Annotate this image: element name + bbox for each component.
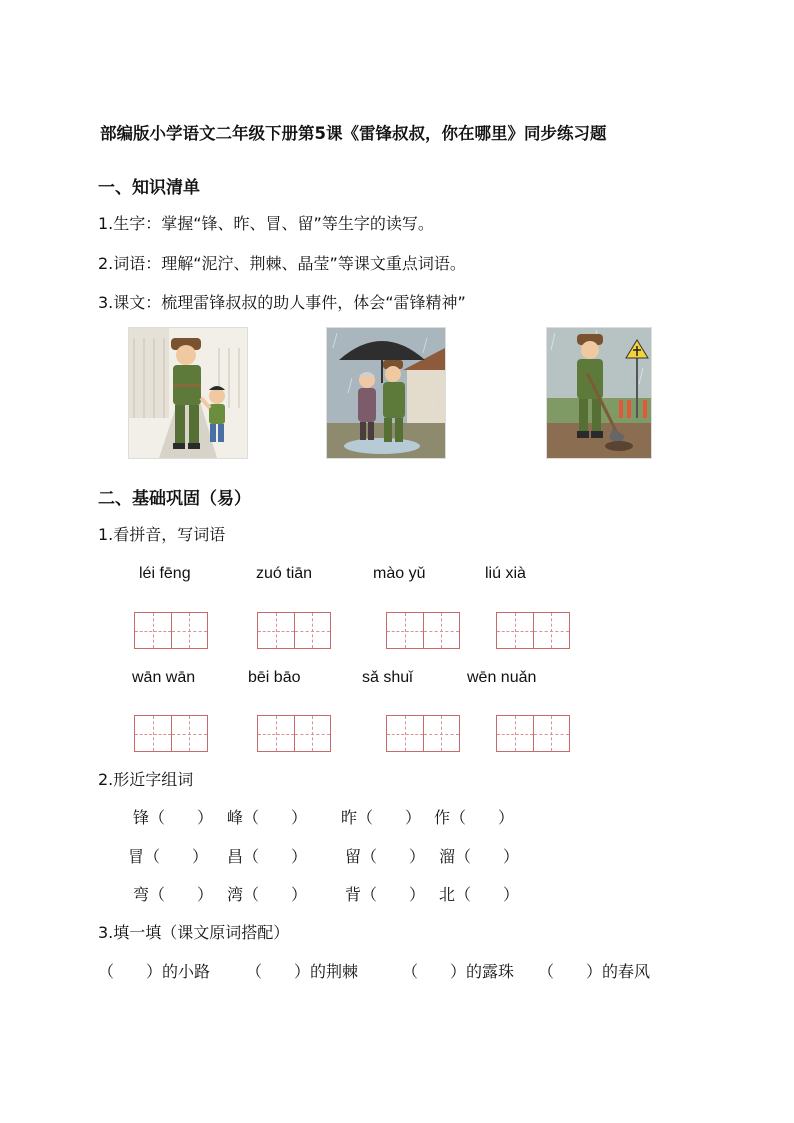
soldier-shoveling-road-image	[546, 327, 652, 459]
word-pair-item[interactable]: 弯（ ）	[133, 885, 214, 904]
word-pair-item[interactable]: 北（ ）	[439, 885, 520, 904]
word-pair-item[interactable]: 作（ ）	[434, 808, 515, 827]
pinyin-5: wān wān	[132, 669, 196, 686]
pinyin-1: léi fēng	[139, 565, 191, 582]
writing-grid[interactable]	[134, 612, 208, 649]
fill-in-item[interactable]: （ ）的荆棘	[246, 962, 359, 981]
word-pair-item[interactable]: 冒（ ）	[128, 847, 209, 866]
writing-grid[interactable]	[496, 715, 570, 752]
fill-in-item[interactable]: （ ）的小路	[98, 962, 211, 981]
soldier-helping-child-image	[128, 327, 248, 459]
writing-grid[interactable]	[496, 612, 570, 649]
section1-heading: 一、知识清单	[98, 178, 200, 198]
pinyin-7: sǎ shuǐ	[362, 669, 413, 686]
page-title: 部编版小学语文二年级下册第5课《雷锋叔叔，你在哪里》同步练习题	[100, 124, 607, 143]
knowledge-item-1: 1.生字：掌握“锋、昨、冒、留”等生字的读写。	[98, 214, 434, 233]
pinyin-4: liú xià	[485, 565, 526, 582]
writing-grid[interactable]	[257, 612, 331, 649]
word-pair-item[interactable]: 昨（ ）	[341, 808, 422, 827]
knowledge-item-3: 3.课文：梳理雷锋叔叔的助人事件，体会“雷锋精神”	[98, 293, 466, 312]
writing-grid[interactable]	[134, 715, 208, 752]
pinyin-6: bēi bāo	[248, 669, 301, 686]
word-pair-item[interactable]: 峰（ ）	[227, 808, 308, 827]
word-pair-item[interactable]: 湾（ ）	[227, 885, 308, 904]
q3-label: 3.填一填（课文原词搭配）	[98, 923, 290, 942]
q1-label: 1.看拼音，写词语	[98, 525, 226, 544]
fill-in-item[interactable]: （ ）的春风	[538, 962, 651, 981]
fill-in-item[interactable]: （ ）的露珠	[402, 962, 515, 981]
writing-grid[interactable]	[257, 715, 331, 752]
soldier-umbrella-elder-image	[326, 327, 446, 459]
section2-heading: 二、基础巩固（易）	[98, 489, 251, 509]
knowledge-item-2: 2.词语：理解“泥泞、荆棘、晶莹”等课文重点词语。	[98, 254, 466, 273]
pinyin-3: mào yǔ	[373, 565, 426, 582]
word-pair-item[interactable]: 溜（ ）	[439, 847, 520, 866]
q2-label: 2.形近字组词	[98, 770, 194, 789]
writing-grid[interactable]	[386, 715, 460, 752]
pinyin-2: zuó tiān	[256, 565, 313, 582]
writing-grid[interactable]	[386, 612, 460, 649]
pinyin-8: wēn nuǎn	[467, 669, 537, 686]
word-pair-item[interactable]: 锋（ ）	[133, 808, 214, 827]
word-pair-item[interactable]: 昌（ ）	[227, 847, 308, 866]
word-pair-item[interactable]: 背（ ）	[345, 885, 426, 904]
word-pair-item[interactable]: 留（ ）	[345, 847, 426, 866]
